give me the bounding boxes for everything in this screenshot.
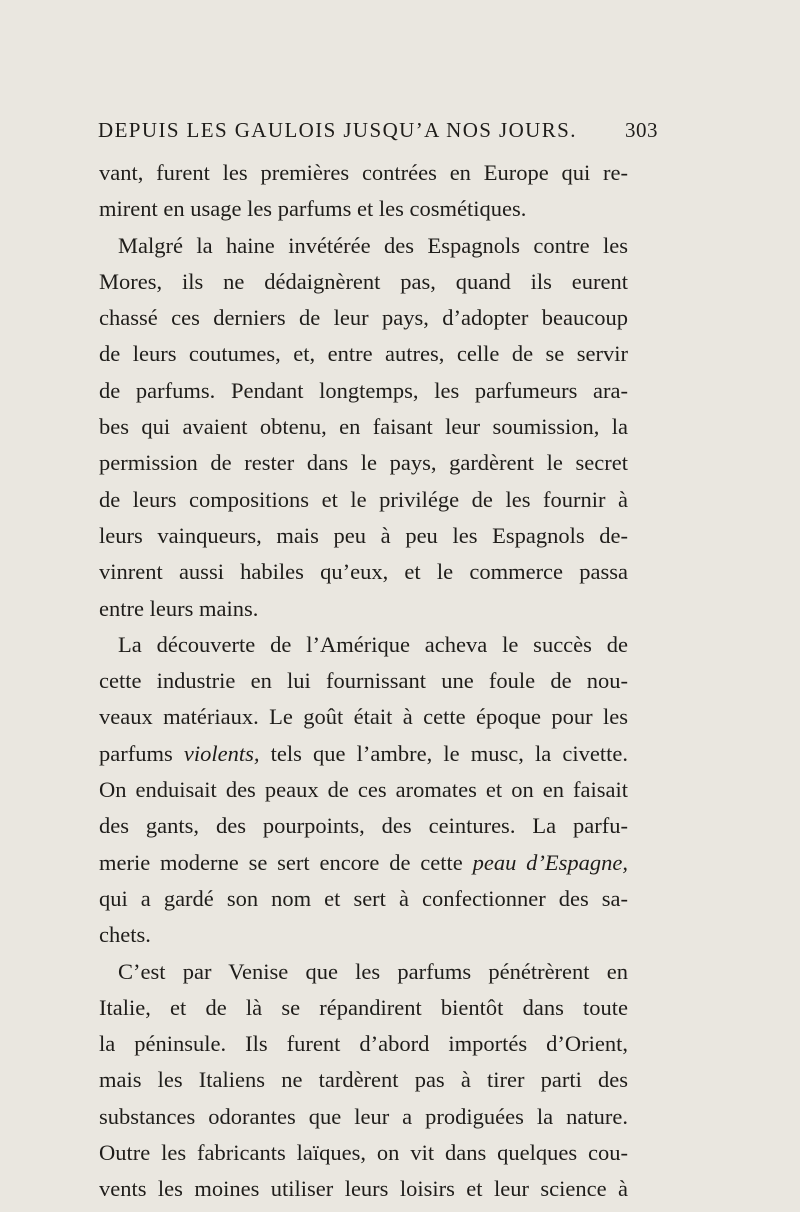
text-line [99, 845, 628, 881]
text-line: Outre les fabricants laïques, on vit dans quelques cou- [99, 1140, 628, 1166]
text-line: des gants, des pourpoints, des ceintures. La parfu- [99, 813, 628, 839]
text-line: vant, furent les premières contrées en Europe qui re- [99, 160, 628, 185]
text-line: Malgré la haine invétérée des Espagnols contre les [118, 232, 628, 258]
text-span: tels que l’ambre, le musc, la civette. [259, 740, 628, 766]
text-line: cette industrie en lui fournissant une foule de nou- [99, 668, 628, 694]
text-line: substances odorantes que leur a prodiguées la nature. [99, 1103, 628, 1129]
text-line: de leurs coutumes, et, entre autres, celle de se servir [99, 341, 628, 367]
text-line: Italie, et de là se répandirent bientôt dans toute [99, 994, 628, 1020]
text-line: La découverte de l’Amérique acheva le succès de [118, 631, 628, 657]
text-line: qui a gardé son nom et sert à confectionner des sa- [99, 885, 628, 911]
text-line: la péninsule. Ils furent d’abord importés d’Orient, [99, 1031, 628, 1057]
text-line: C’est par Venise que les parfums pénétrèrent en [118, 958, 628, 984]
running-title: DEPUIS LES GAULOIS JUSQU’A NOS JOURS. [98, 118, 577, 142]
text-line: mirent en usage les parfums et les cosmétiques. [99, 196, 527, 222]
text-line: leurs vainqueurs, mais peu à peu les Espagnols de- [99, 522, 628, 548]
text-line: permission de rester dans le pays, gardèrent le secret [99, 450, 628, 476]
text-line: entre leurs mains. [99, 595, 259, 621]
page-header [98, 118, 658, 143]
text-line [99, 736, 628, 772]
text-line: de leurs compositions et le privilége de les fournir à [99, 486, 628, 512]
text-line: de parfums. Pendant longtemps, les parfumeurs ara- [99, 377, 628, 403]
italic-phrase: peau d’Espagne, [472, 849, 628, 875]
italic-phrase: violents, [183, 740, 260, 766]
text-span: parfums [99, 740, 184, 766]
text-line: veaux matériaux. Le goût était à cette époque pour les [99, 704, 628, 730]
text-line: vinrent aussi habiles qu’eux, et le commerce passa [99, 559, 628, 585]
text-line: mais les Italiens ne tardèrent pas à tirer parti des [99, 1067, 628, 1093]
text-line: On enduisait des peaux de ces aromates et on en faisait [99, 777, 628, 803]
text-line: Mores, ils ne dédaignèrent pas, quand ils eurent [99, 268, 628, 294]
text-line: vents les moines utiliser leurs loisirs et leur science à [99, 1176, 628, 1202]
text-line: bes qui avaient obtenu, en faisant leur soumission, la [99, 414, 628, 440]
text-line: chassé ces derniers de leur pays, d’adopter beaucoup [99, 305, 628, 331]
body-text [99, 155, 628, 1208]
text-span: merie moderne se sert encore de cette [99, 849, 473, 875]
text-line: chets. [99, 922, 151, 948]
page-number: 303 [625, 118, 658, 142]
